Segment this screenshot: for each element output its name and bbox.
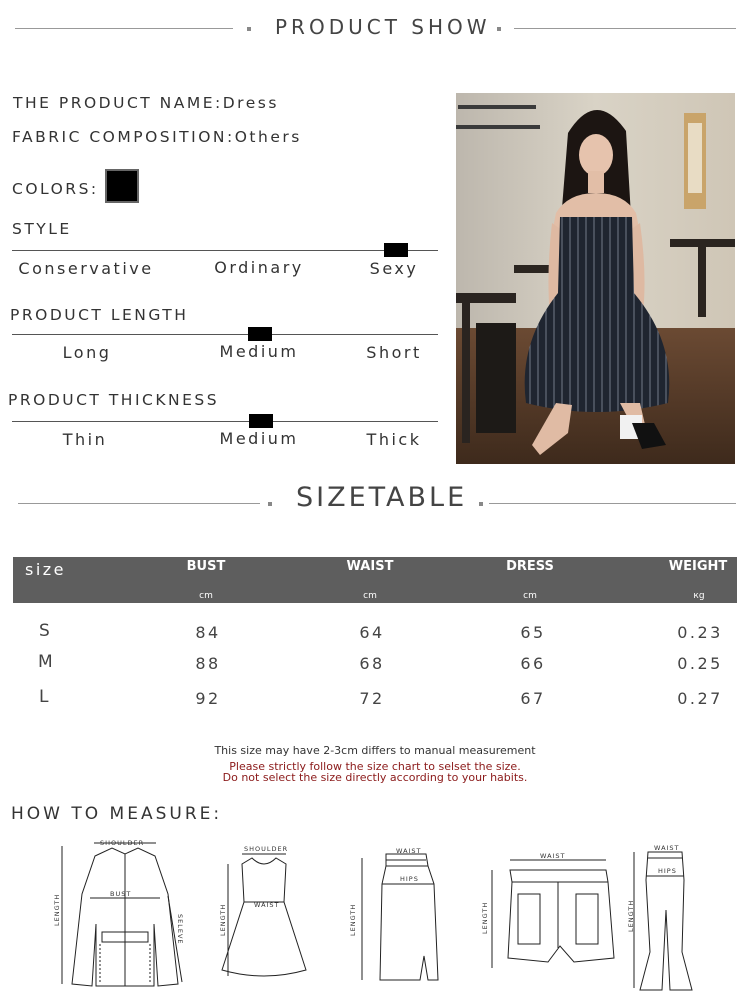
header-rule-right: [514, 28, 736, 29]
dress-column-header: DRESS: [506, 559, 554, 574]
dress-unit: cm: [523, 591, 537, 601]
how-to-measure-title: HOW TO MEASURE:: [11, 804, 223, 824]
size-column-header: size: [25, 560, 67, 579]
jacket-length-label: LENGTH: [53, 893, 61, 926]
bust-column-header: BUST: [186, 559, 226, 574]
thickness-label-medium: Medium: [219, 429, 299, 448]
skirt-length-label: LENGTH: [349, 903, 357, 936]
row-size: M: [38, 652, 53, 672]
sizetable-dot-right: [479, 502, 483, 506]
product-show-title: PRODUCT SHOW: [275, 15, 491, 39]
jacket-sleeve-label: SELEVE: [176, 914, 184, 945]
skirt-hips-label: HIPS: [400, 875, 419, 883]
shorts-length-label: LENGTH: [481, 901, 489, 934]
row-size: L: [39, 687, 49, 707]
row-waist: 68: [359, 654, 385, 673]
row-dress: 66: [520, 654, 546, 673]
length-scale-line: [12, 334, 438, 335]
note-measurement: This size may have 2-3cm differs to manual measurement: [214, 744, 536, 757]
shorts-diagram: [478, 848, 618, 983]
length-label-long: Long: [62, 343, 112, 362]
row-waist: 72: [359, 689, 385, 708]
row-dress: 65: [520, 623, 546, 642]
style-label-sexy: Sexy: [369, 259, 419, 278]
row-waist: 64: [359, 623, 385, 642]
product-name: THE PRODUCT NAME:Dress: [13, 94, 279, 112]
row-weight: 0.23: [677, 623, 723, 642]
pants-diagram: [624, 840, 696, 994]
jacket-diagram: [50, 834, 200, 994]
weight-column-header: WEIGHT: [668, 559, 728, 574]
length-label-medium: Medium: [219, 342, 299, 361]
row-bust: 88: [195, 654, 221, 673]
fabric-composition: FABRIC COMPOSITION:Others: [12, 128, 302, 146]
waist-unit: cm: [363, 591, 377, 601]
row-bust: 84: [195, 623, 221, 642]
shorts-waist-label: WAIST: [540, 852, 566, 860]
row-weight: 0.25: [677, 654, 723, 673]
row-bust: 92: [195, 689, 221, 708]
thickness-label-thick: Thick: [366, 430, 422, 449]
style-label-conservative: Conservative: [18, 259, 154, 278]
header-rule-left: [15, 28, 233, 29]
thickness-scale-line: [12, 421, 438, 422]
colors-label: COLORS:: [12, 180, 99, 198]
product-photo: [456, 93, 735, 464]
length-label-short: Short: [366, 343, 422, 362]
header-dot-left: [247, 27, 251, 31]
sizetable-rule-right: [489, 503, 736, 504]
note-habits: Do not select the size directly according to your habits.: [222, 771, 528, 784]
dress-shoulder-label: SHOULDER: [244, 845, 289, 853]
pants-waist-label: WAIST: [654, 844, 680, 852]
note-follow-chart: Please strictly follow the size chart to selset the size.: [229, 760, 521, 773]
jacket-bust-label: BUST: [110, 890, 132, 898]
length-marker: [248, 327, 272, 341]
dress-waist-label: WAIST: [254, 901, 280, 909]
length-title: PRODUCT LENGTH: [10, 306, 189, 324]
row-size: S: [39, 621, 50, 641]
thickness-label-thin: Thin: [62, 430, 108, 449]
pants-hips-label: HIPS: [658, 867, 677, 875]
thickness-title: PRODUCT THICKNESS: [8, 391, 220, 409]
dress-diagram: [214, 840, 314, 990]
row-weight: 0.27: [677, 689, 723, 708]
style-marker: [384, 243, 408, 257]
weight-unit: кg: [693, 591, 705, 601]
row-dress: 67: [520, 689, 546, 708]
header-dot-right: [497, 27, 501, 31]
pants-length-label: LENGTH: [627, 899, 635, 932]
dress-length-label: LENGTH: [219, 903, 227, 936]
style-label-ordinary: Ordinary: [214, 258, 304, 277]
sizetable-title: SIZETABLE: [296, 482, 468, 513]
skirt-diagram: [346, 844, 446, 989]
style-title: STYLE: [12, 220, 72, 238]
size-table-header: [13, 557, 737, 603]
bust-unit: cm: [199, 591, 213, 601]
sizetable-dot-left: [268, 502, 272, 506]
color-swatch: [105, 169, 139, 203]
style-scale-line: [12, 250, 438, 251]
jacket-shoulder-label: SHOULDER: [100, 839, 145, 847]
sizetable-rule-left: [18, 503, 260, 504]
thickness-marker: [249, 414, 273, 428]
skirt-waist-label: WAIST: [396, 847, 422, 855]
waist-column-header: WAIST: [346, 559, 394, 574]
